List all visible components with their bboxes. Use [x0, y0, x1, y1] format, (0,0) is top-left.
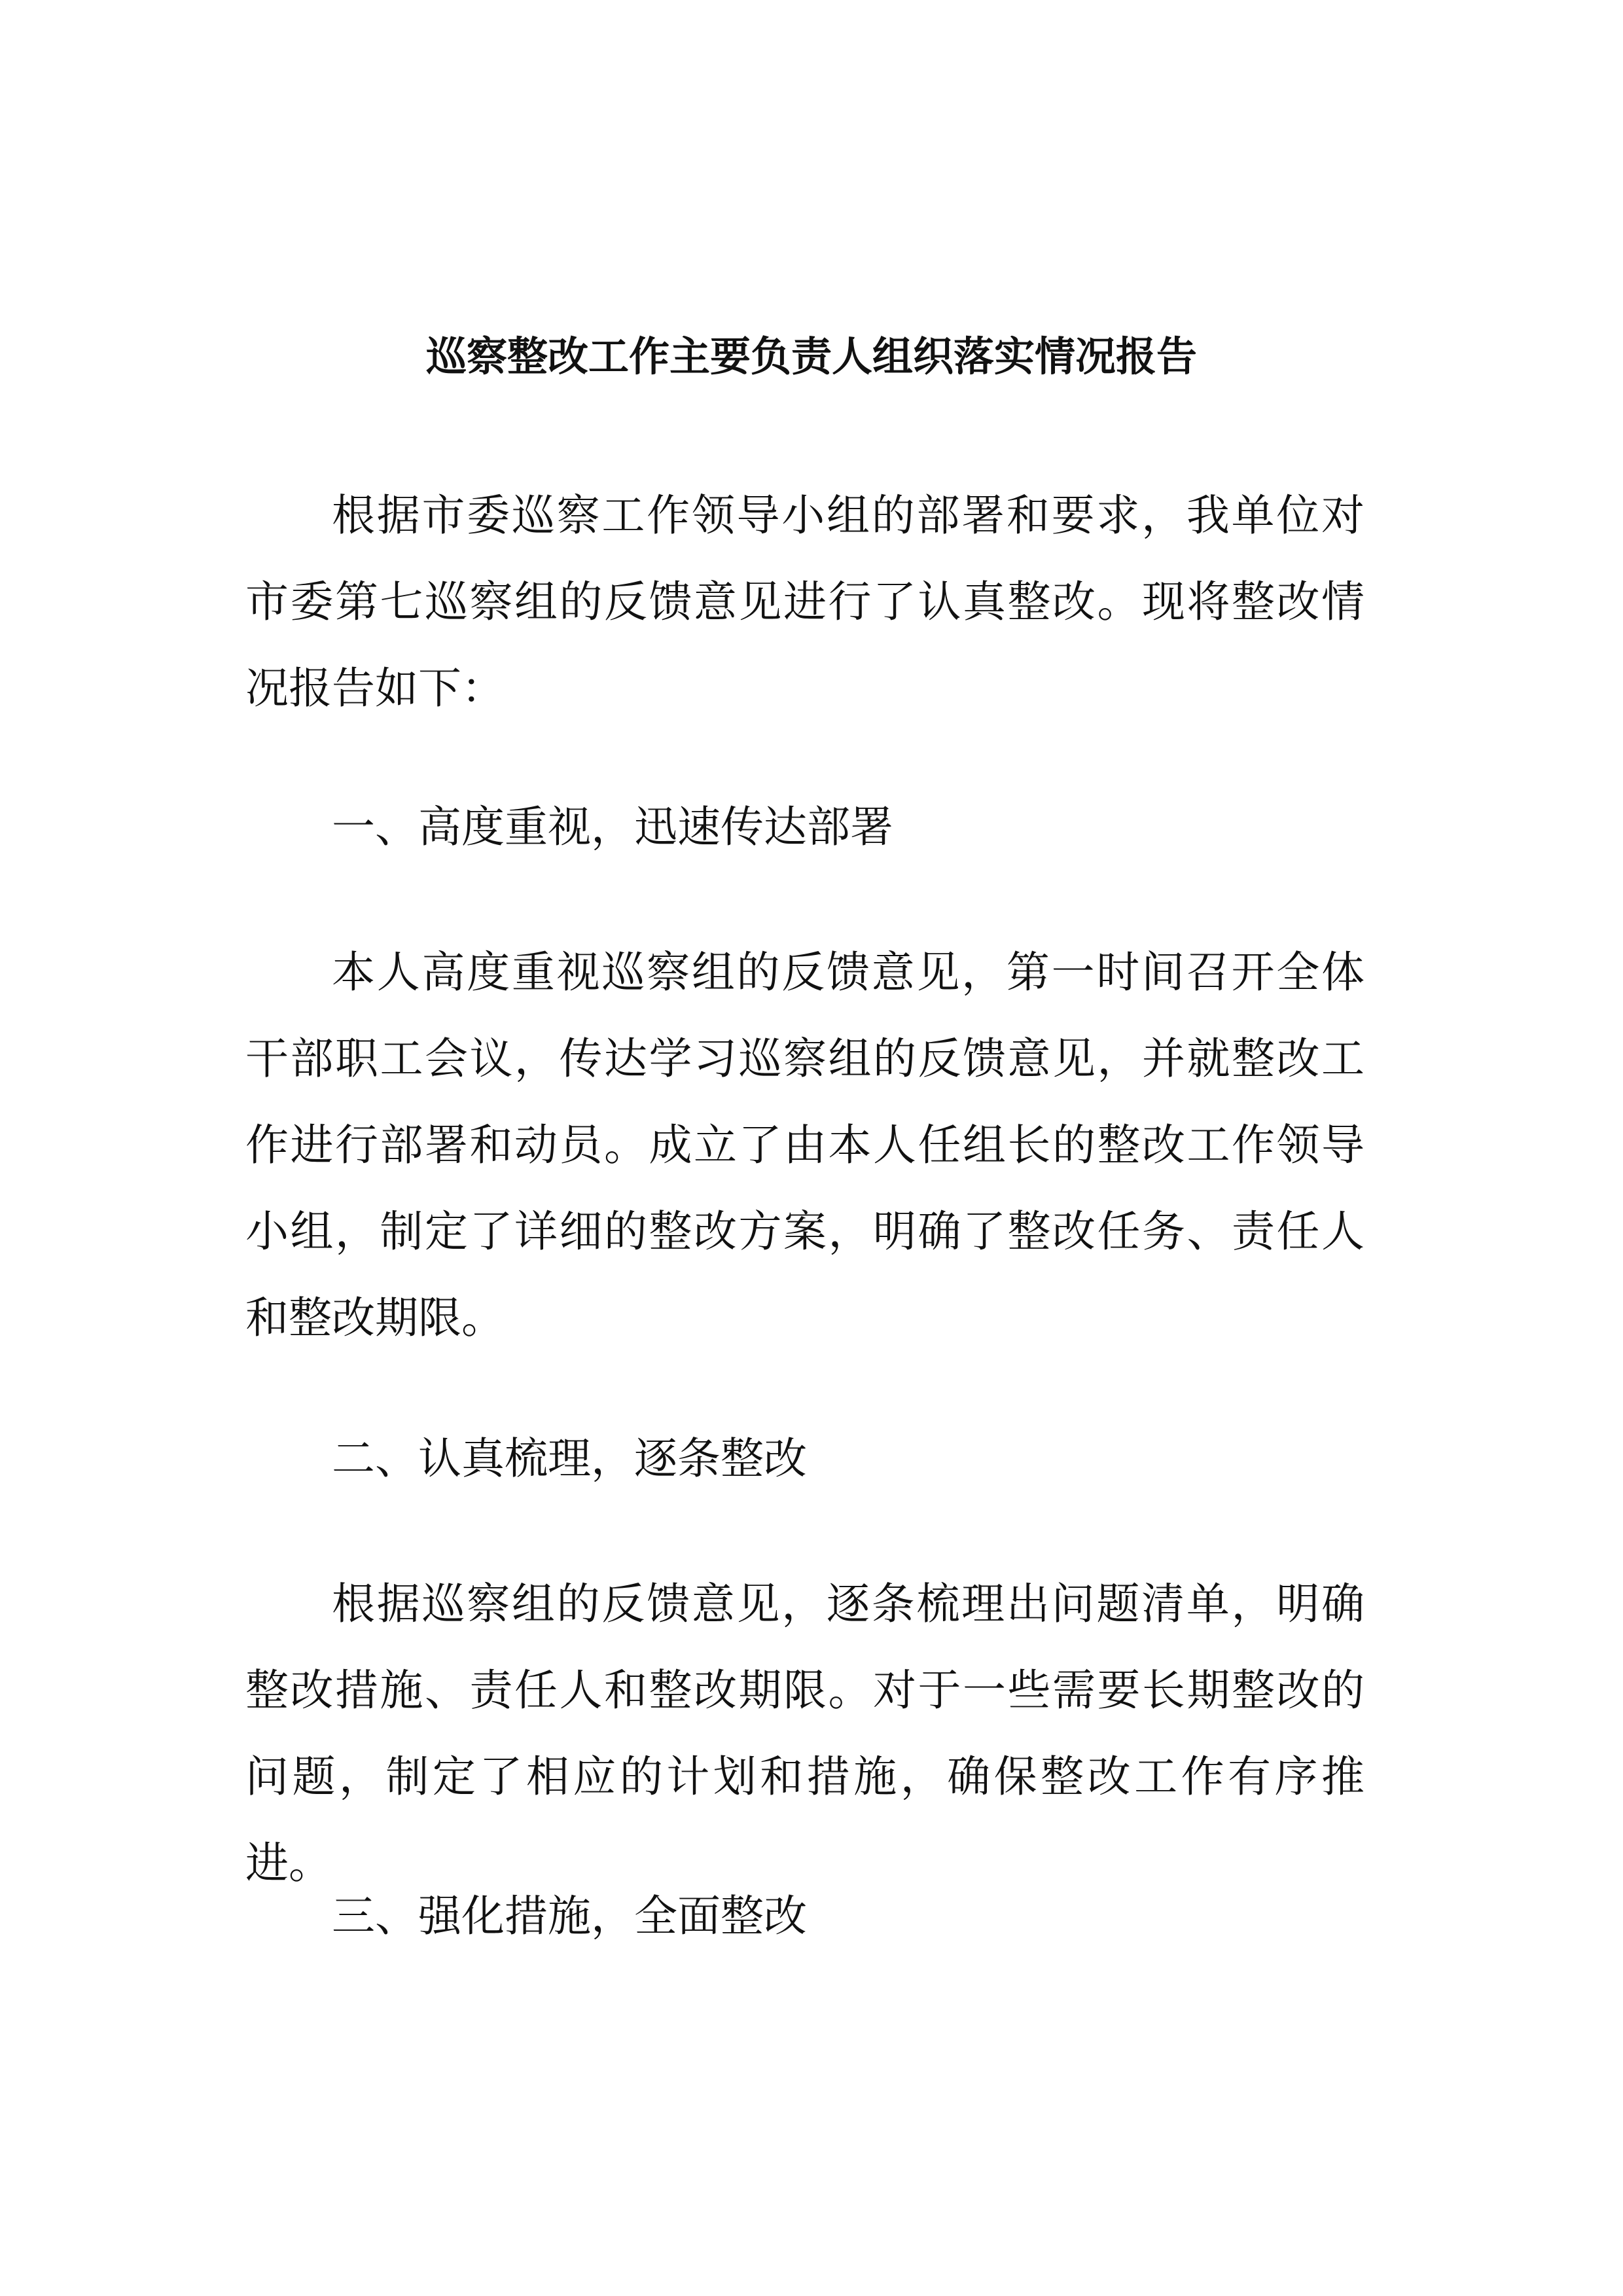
section-1-paragraph: 本人高度重视巡察组的反馈意见，第一时间召开全体干部职工会议，传达学习巡察组的反馈意见，并就整改工作进行部署和动员。成立了由本人任组长的整改工作领导小组，制定了详细的整改方案，明确了整改任务、责任人和整改期限。 [245, 947, 1364, 1343]
intro-paragraph: 根据市委巡察工作领导小组的部署和要求，我单位对市委第七巡察组的反馈意见进行了认真整改。现将整改情况报告如下： [245, 490, 1364, 713]
section-heading-3: 三、强化措施，全面整改 [332, 1891, 807, 1941]
section-heading-1: 一、高度重视，迅速传达部署 [332, 802, 893, 852]
document-title: 巡察整改工作主要负责人组织落实情况报告 [425, 332, 1197, 380]
section-heading-2: 二、认真梳理，逐条整改 [332, 1433, 807, 1484]
section-2-paragraph: 根据巡察组的反馈意见，逐条梳理出问题清单，明确整改措施、责任人和整改期限。对于一些需要长期整改的问题，制定了相应的计划和措施，确保整改工作有序推进。 [245, 1579, 1364, 1888]
